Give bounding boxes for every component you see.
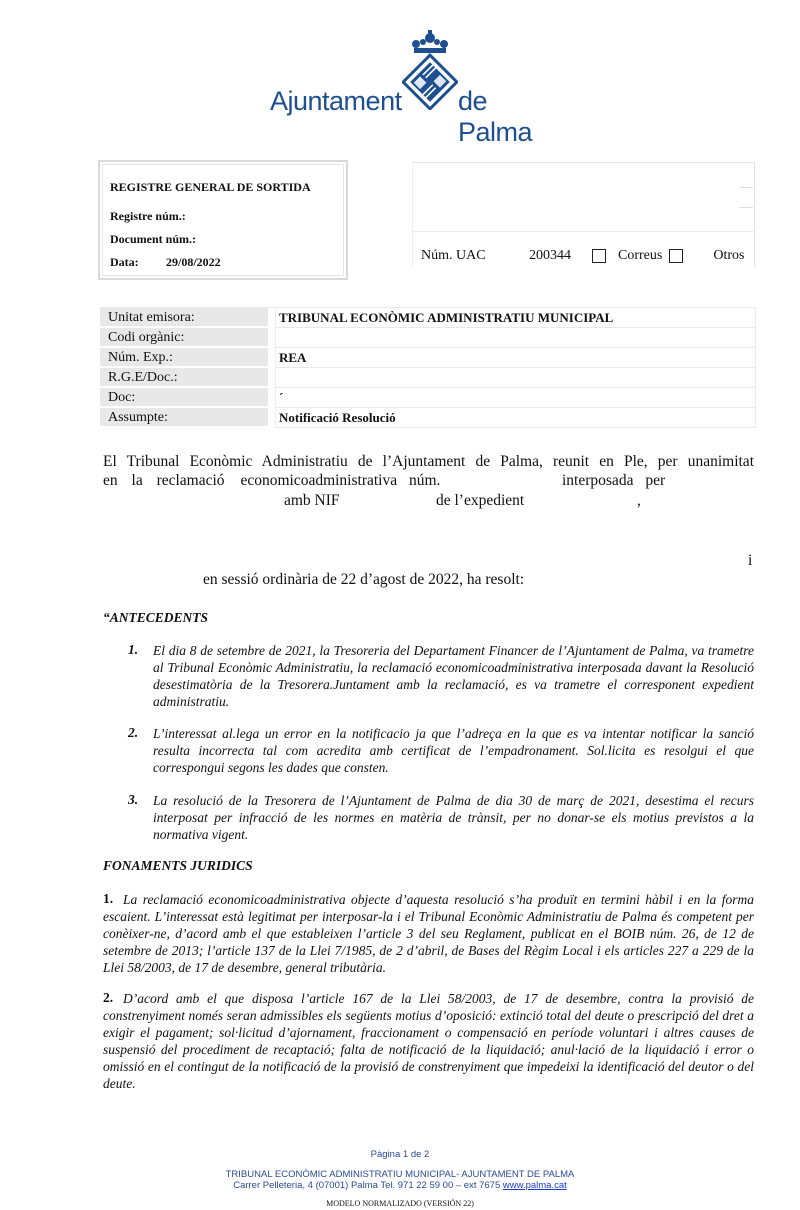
word: reclamació [156,472,225,489]
table-row [100,328,755,348]
info-table [100,307,756,428]
uac-label: Núm. UAC [421,248,486,263]
intro-line-1: El Tribunal Econòmic Administratiu de l’Ajuntament de Palma, reunit en Ple, per unanimitat [103,453,754,470]
antecedents-heading: “ANTECEDENTS [103,610,209,625]
uac-number: 200344 [529,248,571,263]
otros-checkbox[interactable] [669,249,683,263]
registre-num-label: Registre núm.: [110,209,186,223]
table-row [100,368,755,388]
antecedent-3: La resolució de la Tresorera de l’Ajuntament de Palma de dia 30 de març de 2021, desestima el recurs interposat per infracció de les normes en matèria de trànsit, per no donar-se els motius previstos a la normativa vigent. [153,793,754,842]
date-value: 29/08/2022 [166,255,221,269]
intro-line-2 [103,472,440,490]
table-row [100,308,755,328]
registre-sortida-box [98,160,348,280]
row-value: Notificació Resolució [275,408,755,428]
word: interposada [562,472,634,489]
footer-address-line [0,1180,800,1191]
word: per [645,472,666,489]
item-number: 1. [103,891,114,906]
page-number: Pàgina 1 de 2 [370,1149,430,1160]
registre-date [110,255,221,270]
antecedent-2: L’interessat al.lega un error en la notificacio ja que l’adreça en la que es va intentar notificar la sanció resulta incorrecta tal com acredita amb certificat de l’empadronament. Sol.licita es resolgui el que correspongui segons les dades que consten. [153,726,754,775]
coat-of-arms-icon [402,28,458,110]
item-number: 1. [128,642,139,657]
intro-line-2-right [562,472,665,490]
word: la [131,472,143,489]
item-number: 2. [128,725,139,740]
registre-title: REGISTRE GENERAL DE SORTIDA [110,180,311,194]
item-number: 2. [103,990,114,1005]
document-num-label: Document núm.: [110,232,196,246]
otros-label: Otros [713,248,745,263]
table-row [100,408,755,428]
row-label: Assumpte: [100,408,268,428]
website-link[interactable]: www.palma.cat [502,1180,567,1191]
row-value: REA [275,348,755,368]
logo-text-left: Ajuntament [270,86,402,116]
fonaments-heading: FONAMENTS JURIDICS [103,858,253,873]
expedient-label: de l’expedient [436,492,525,509]
ajuntament-logo [268,28,568,147]
word: en [103,472,118,489]
comma: , [637,492,641,509]
table-row [100,388,755,408]
row-value [275,328,755,348]
row-label: Núm. Exp.: [100,348,268,368]
row-value: TRIBUNAL ECONÒMIC ADMINISTRATIU MUNICIPAL [275,308,755,328]
line-end-i: i [748,552,753,569]
session-line: en sessió ordinària de 22 d’agost de 2022, ha resolt: [203,571,525,588]
uac-box [412,162,755,267]
footer-org: TRIBUNAL ECONÒMIC ADMINISTRATIU MUNICIPAL- AJUNTAMENT DE PALMA [225,1169,575,1180]
row-label: Codi orgànic: [100,328,268,348]
correus-checkbox[interactable] [592,249,606,263]
intro-paragraph [103,452,754,472]
row-label: Unitat emisora: [100,308,268,328]
nif-label: amb NIF [284,492,340,509]
fonament-1: La reclamació economicoadministrativa objecte d’aquesta resolució s’ha produït en termini hàbil i en la forma escaient. L’interessat està legitimat per interposar-la i el Tribunal Econòmic Administratiu de Palma és competent per conèixer-ne, d’acord amb el que estableixen l’article 3 del seu Reglament, publicat en el BOIB núm. 26, de 12 de setembre de 2013; l’article 137 de la Llei 7/1985, de 2 d’abril, de Bases del Règim Local i els articles 227 a 229 de la Llei 58/2003, de 17 de desembre, general tributària. [103,892,754,975]
fonament-2: D’acord amb el que disposa l’article 167 de la Llei 58/2003, de 17 de desembre, contra la provisió de constrenyiment només seran admissibles els següents motius d’oposició: extinció total del deute o prescripció del dret a exigir el pagament; sol·licitud d’ajornament, fraccionament o compensació en període voluntari i altres causes de suspensió del procediment de recaptació; falta de notificació de la liquidació; anul·lació de la liquidació i error o omissió en el contingut de la notificació de la provisió de constrenyiment que impedeixi la identificació del deutor o del deute. [103,991,754,1091]
uac-row [421,248,744,264]
footer-address: Carrer Pelleteria, 4 (07001) Palma Tel. 971 22 59 00 – ext 7675 [233,1180,503,1191]
row-value: ´ [275,388,755,408]
row-label: Doc: [100,388,268,408]
table-row [100,348,755,368]
row-value [275,368,755,388]
date-label: Data: [110,255,139,269]
correus-label: Correus [618,248,663,263]
row-label: R.G.E/Doc.: [100,368,268,388]
word: economicoadministrativa [240,472,398,489]
word: núm. [409,472,441,489]
item-number: 3. [128,792,139,807]
logo-text-right: de Palma [458,86,533,147]
model-version: MODELO NORMALIZADO (VERSIÓN 22) [326,1199,474,1208]
antecedent-1: El dia 8 de setembre de 2021, la Tresoreria del Departament Financer de l’Ajuntament de Palma, va trametre al Tribunal Econòmic Administratiu, la reclamació economicoadministrativa interposada davant la Resolució desestimatòria de la Tresorera.Juntament amb la reclamació, es va trametre el corresponent expedient administratiu. [153,643,754,709]
